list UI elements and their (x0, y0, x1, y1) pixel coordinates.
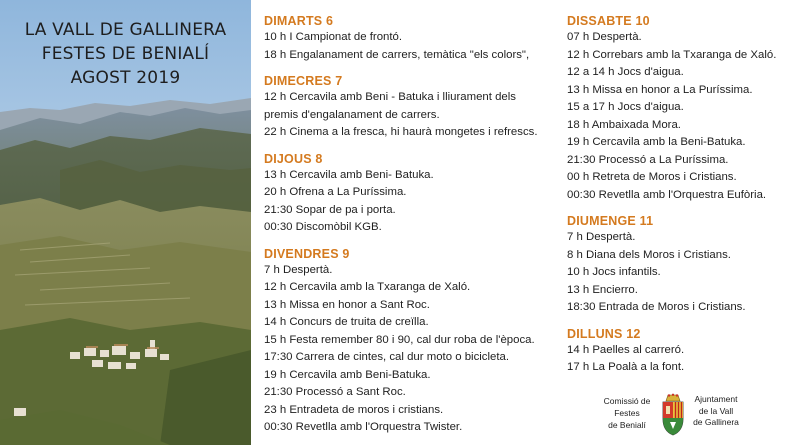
day-title: DIVENDRES 9 (264, 246, 350, 261)
event-item: 00:30 Revetlla amb l'Orquestra Twister. (264, 421, 463, 433)
event-item: 12 a 14 h Jocs d'aigua. (567, 66, 684, 78)
event-item: 15 a 17 h Jocs d'aigua. (567, 101, 684, 113)
event-item: 14 h Paelles al carreró. (567, 343, 685, 356)
event-item: 21:30 Processó a Sant Roc. (264, 386, 406, 398)
event-item: 12 h Correbars amb la Txaranga de Xaló. (567, 48, 777, 61)
footer-logos (600, 393, 790, 441)
event-item: 23 h Entradeta de moros i cristians. (264, 403, 444, 416)
event-item: 7 h Despertà. (264, 263, 333, 276)
title-line-2: FESTES DE BENIALÍ (41, 44, 210, 64)
program-column-1 (264, 13, 549, 437)
event-item: 20 h Ofrena a La Puríssima. (264, 186, 407, 198)
event-item: 00:30 Revetlla amb l'Orquestra Eufòria. (567, 188, 767, 201)
event-item: 12 h Cercavila amb la Txaranga de Xaló. (264, 281, 471, 293)
ajuntament-line: de Gallinera (693, 417, 739, 427)
event-item: 14 h Concurs de truita de creïlla. (264, 316, 429, 328)
comissio-line: de Benialí (608, 420, 646, 430)
event-item: 00:30 Discomòbil KGB. (264, 221, 382, 233)
day-title: DIMECRES 7 (264, 74, 343, 88)
event-item: 13 h Missa en honor a La Puríssima. (567, 83, 753, 96)
comissio-festes-logo (600, 395, 654, 431)
event-item: 15 h Festa remember 80 i 90, cal dur roba de l'època. (264, 333, 535, 346)
event-item: 00 h Retreta de Moros i Cristians. (567, 171, 737, 183)
event-item: 7 h Despertà. (567, 231, 636, 243)
day-title: DILLUNS 12 (567, 326, 641, 341)
day-title: DIMARTS 6 (264, 14, 334, 28)
day-title: DISSABTE 10 (567, 14, 650, 28)
event-item: 17:30 Carrera de cintes, cal dur moto o bicicleta. (264, 351, 510, 363)
event-item: 12 h Cercavila amb Beni - Batuka i lliurament dels premis d'engalanament de carrers. (264, 91, 516, 121)
municipal-crest-icon (660, 393, 686, 437)
day-title: DIUMENGE 11 (567, 214, 654, 228)
event-item: 07 h Despertà. (567, 31, 642, 43)
ajuntament-logo (686, 394, 746, 429)
ajuntament-line: de la Vall (698, 405, 734, 416)
event-item: 13 h Cercavila amb Beni- Batuka. (264, 168, 434, 181)
comissio-line: Festes (614, 408, 640, 418)
title-line-1: LA VALL DE GALLINERA (24, 20, 227, 40)
program-column-2 (567, 13, 792, 377)
ajuntament-line: Ajuntament (694, 394, 738, 404)
event-item: 13 h Missa en honor a Sant Roc. (264, 298, 430, 311)
event-item: 22 h Cinema a la fresca, hi haurà mongetes i refrescs. (264, 126, 538, 138)
event-item: 18 h Engalanament de carrers, temàtica "els colors", (264, 48, 530, 61)
event-item: 13 h Encierro. (567, 283, 638, 296)
event-item: 18 h Ambaixada Mora. (567, 118, 681, 131)
title-line-3: AGOST 2019 (70, 68, 181, 88)
event-item: 17 h La Poalà a la font. (567, 361, 685, 373)
event-item: 21:30 Processó a La Puríssima. (567, 153, 729, 166)
event-item: 8 h Diana dels Moros i Cristians. (567, 248, 731, 261)
event-item: 10 h Jocs infantils. (567, 266, 661, 278)
day-title: DIJOUS 8 (264, 151, 323, 166)
comissio-line: Comissió de (603, 396, 651, 406)
poster-title (0, 18, 251, 90)
event-item: 10 h I Campionat de frontó. (264, 31, 403, 43)
event-item: 19 h Cercavila amb Beni-Batuka. (264, 368, 431, 381)
event-item: 18:30 Entrada de Moros i Cristians. (567, 301, 746, 313)
event-item: 21:30 Sopar de pa i porta. (264, 203, 396, 216)
event-item: 19 h Cercavila amb la Beni-Batuka. (567, 136, 746, 148)
